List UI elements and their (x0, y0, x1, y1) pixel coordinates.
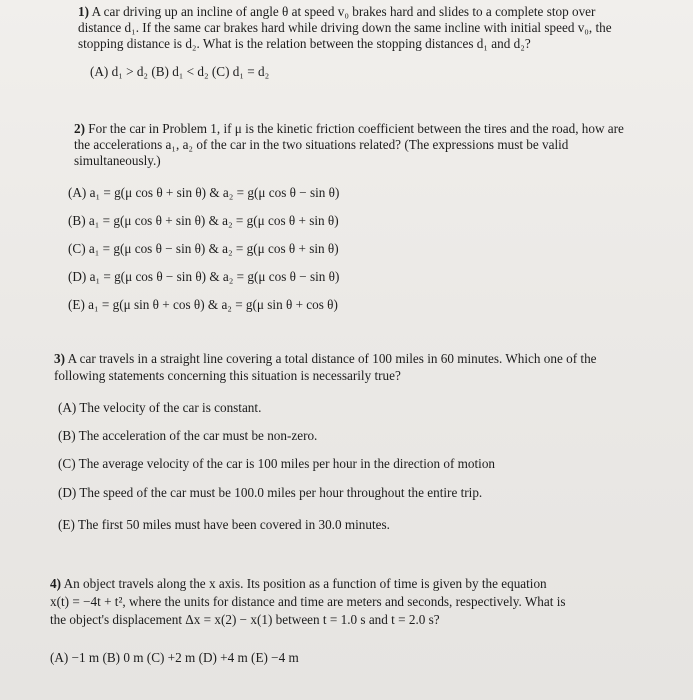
question-2-option-e: (E) a₁ = g(μ sin θ + cos θ) & a₂ = g(μ sin θ + cos θ) (68, 297, 338, 312)
question-2-option-a: (A) a₁ = g(μ cos θ + sin θ) & a₂ = g(μ cos θ − sin θ) (68, 185, 340, 200)
question-2-line-2: the accelerations a₁, a₂ of the car in the two situations related? (The expressions must be valid (74, 137, 569, 152)
question-4-line-2: x(t) = −4t + t², where the units for distance and time are meters and seconds, respectively. What is (50, 594, 566, 609)
question-2-line-1: 2) For the car in Problem 1, if μ is the kinetic friction coefficient between the tires and the road, how are (74, 121, 624, 136)
question-2-option-c: (C) a₁ = g(μ cos θ − sin θ) & a₂ = g(μ cos θ + sin θ) (68, 241, 339, 256)
question-4-options: (A) −1 m (B) 0 m (C) +2 m (D) +4 m (E) −4 m (50, 650, 299, 665)
question-3-option-e: (E) The first 50 miles must have been covered in 30.0 minutes. (58, 517, 390, 532)
question-1-line-3: stopping distance is d₂. What is the relation between the stopping distances d₁ and d₂? (78, 36, 531, 51)
question-2-line-3: simultaneously.) (74, 153, 161, 168)
question-4-number: 4) (50, 576, 61, 591)
question-1-number: 1) (78, 4, 89, 19)
question-1-line-1: 1) A car driving up an incline of angle θ at speed v₀ brakes hard and slides to a complete stop over (78, 4, 596, 19)
question-1-options: (A) d₁ > d₂ (B) d₁ < d₂ (C) d₁ = d₂ (90, 64, 270, 79)
question-2-number: 2) (74, 121, 85, 136)
question-2-option-d: (D) a₁ = g(μ cos θ − sin θ) & a₂ = g(μ cos θ − sin θ) (68, 269, 340, 284)
question-3-option-a: (A) The velocity of the car is constant. (58, 400, 262, 415)
question-4-line-3: the object's displacement Δx = x(2) − x(1) between t = 1.0 s and t = 2.0 s? (50, 612, 440, 627)
question-3-line-1: 3) A car travels in a straight line covering a total distance of 100 miles in 60 minutes. Which one of the (54, 351, 597, 366)
question-4-line-1: 4) An object travels along the x axis. Its position as a function of time is given by the equation (50, 576, 547, 591)
question-1-line-2: distance d₁. If the same car brakes hard while driving down the same incline with initial speed v₀, the (78, 20, 612, 35)
question-3-option-c: (C) The average velocity of the car is 100 miles per hour in the direction of motion (58, 456, 496, 471)
question-3-option-d: (D) The speed of the car must be 100.0 miles per hour throughout the entire trip. (58, 485, 483, 500)
question-2-option-b: (B) a₁ = g(μ cos θ + sin θ) & a₂ = g(μ cos θ + sin θ) (68, 213, 339, 228)
question-3-number: 3) (54, 351, 65, 366)
question-3-option-b: (B) The acceleration of the car must be non-zero. (58, 428, 318, 443)
question-3-line-2: following statements concerning this situation is necessarily true? (54, 368, 401, 383)
